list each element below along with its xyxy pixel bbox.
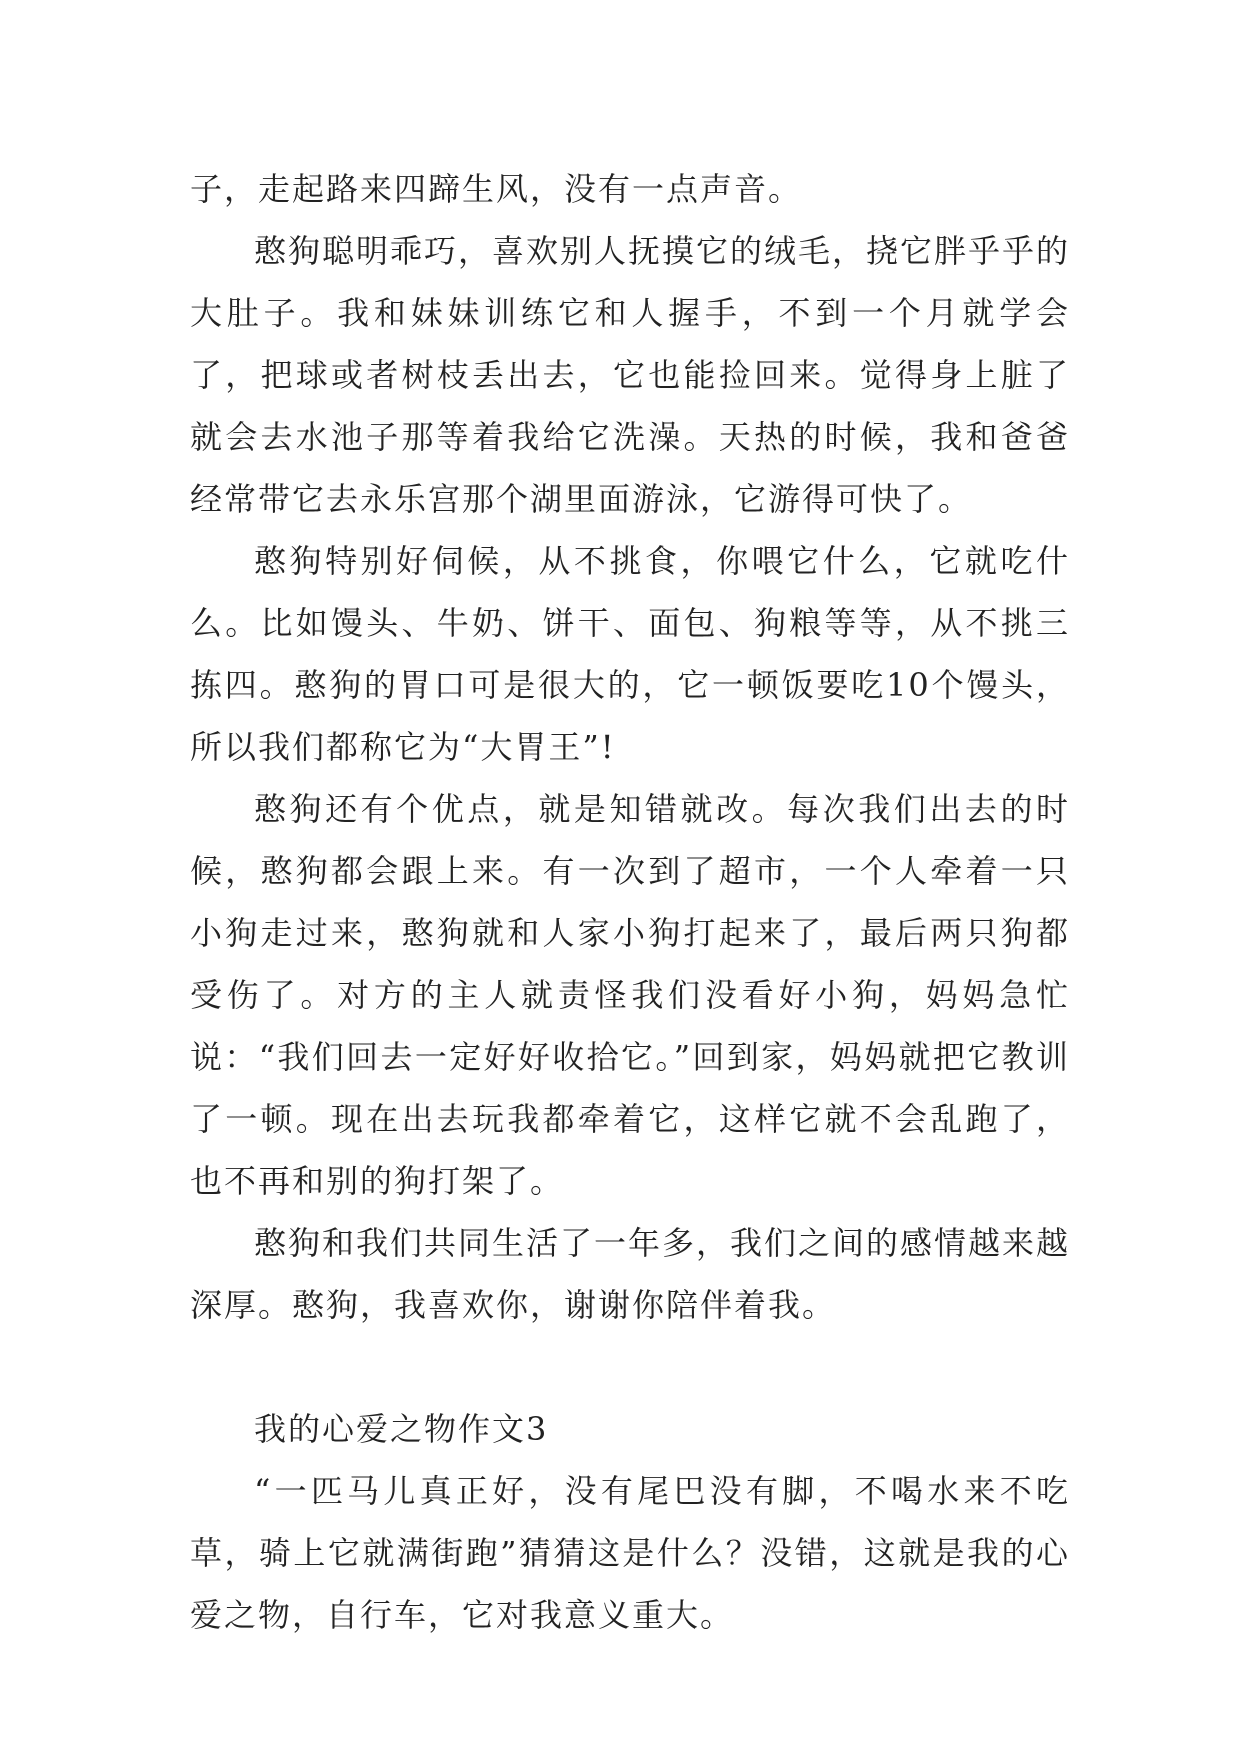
- paragraph: 憨狗聪明乖巧，喜欢别人抚摸它的绒毛，挠它胖乎乎的大肚子。我和妹妹训练它和人握手，不到一个月就学会了，把球或者树枝丢出去，它也能捡回来。觉得身上脏了就会去水池子那等着我给它洗澡。天热的时候，我和爸爸经常带它去永乐宫那个湖里面游泳，它游得可快了。: [190, 232, 1071, 518]
- document-body: [190, 158, 1070, 1646]
- paragraph: 憨狗还有个优点，就是知错就改。每次我们出去的时候，憨狗都会跟上来。有一次到了超市，一个人牵着一只小狗走过来，憨狗就和人家小狗打起来了，最后两只狗都受伤了。对方的主人就责怪我们没看好小狗，妈妈急忙说：“我们回去一定好好收拾它。”回到家，妈妈就把它教训了一顿。现在出去玩我都牵着它，这样它就不会乱跑了，也不再和别的狗打架了。: [190, 790, 1070, 1200]
- section-spacer: [190, 1336, 1070, 1398]
- section-title: 我的心爱之物作文3: [254, 1410, 549, 1448]
- paragraph: 憨狗特别好伺候，从不挑食，你喂它什么，它就吃什么。比如馒头、牛奶、饼干、面包、狗粮等等，从不挑三拣四。憨狗的胃口可是很大的，它一顿饭要吃10个馒头，所以我们都称它为“大胃王”!: [190, 542, 1070, 766]
- paragraph-continuation: 子，走起路来四蹄生风，没有一点声音。: [190, 170, 803, 208]
- paragraph: “一匹马儿真正好，没有尾巴没有脚，不喝水来不吃草，骑上它就满街跑”猜猜这是什么？没错，这就是我的心爱之物，自行车，它对我意义重大。: [190, 1472, 1070, 1634]
- paragraph: 憨狗和我们共同生活了一年多，我们之间的感情越来越深厚。憨狗，我喜欢你，谢谢你陪伴着我。: [190, 1224, 1071, 1324]
